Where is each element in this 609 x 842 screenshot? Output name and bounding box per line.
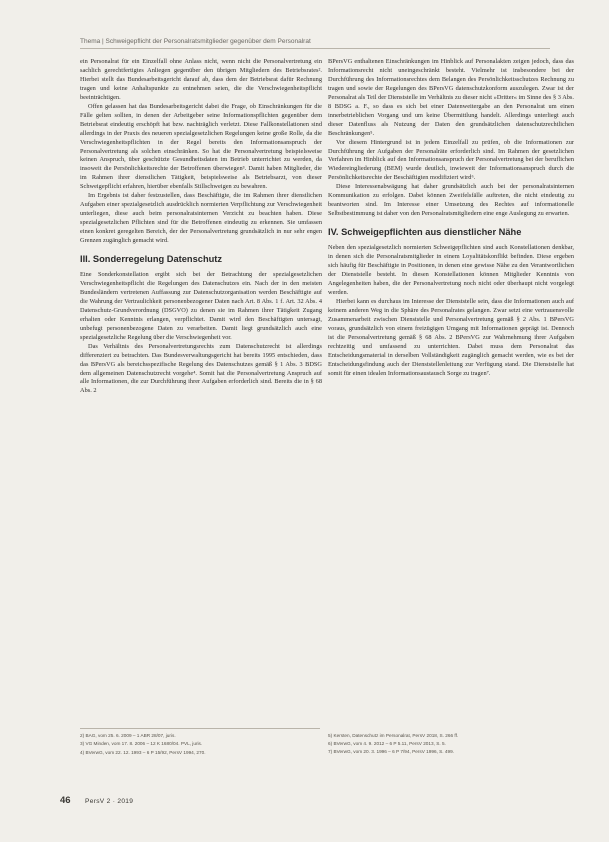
running-header: Thema | Schweigepflicht der Personalratsmitglieder gegenüber dem Personalrat bbox=[80, 38, 550, 49]
section-heading-datenschutz: III. Sonderregelung Datenschutz bbox=[80, 254, 223, 265]
paragraph: Offen gelassen hat das Bundesarbeitsgericht dabei die Frage, ob Einschränkungen für die Fälle gelten sollten, in denen der Arbeitgeber seine Informationspflichten gegenüber dem Betriebsrat eindeutig erschöpft hat bzw. nachträglich verletzt. Diese Fallkonstellationen sind allerdings in der Praxis des neueren spezialgesetzlichen Regelungen keine große Rolle, da die Verschwiegenheitspflichten in der Regel bereits den Informationsanspruch der Personalvertretung als solchen einschränken. So hat die Personalvertretung beispielsweise keinen Anspruch, über geschützte Gesundheitsdaten im Betrieb unterrichtet zu werden, da insoweit die Persönlichkeitsrechte der Betroffenen überwiegen³. Damit haben Mitglieder, die im Rahmen ihrer dienstlichen Tätigkeit, beispielsweise als Betriebsarzt, von dieser Schweigepflicht erfahren, hierüber ebenfalls Stillschweigen zu bewahren. bbox=[80, 102, 322, 191]
left-column bbox=[80, 58, 322, 396]
section-heading-schweigepflichten: IV. Schweigepflichten aus dienstlicher Nähe bbox=[328, 227, 522, 238]
footnote: 2) BAG, vom 25. 6. 2009 – 1 ABR 28/07, juris. bbox=[80, 733, 176, 738]
right-column bbox=[328, 58, 574, 378]
footnotes-left bbox=[80, 728, 320, 758]
footnote: 4) BVerwG, vom 22. 12. 1993 – 6 P 15/92, PersV 1994, 270. bbox=[80, 749, 206, 755]
paragraph: Vor diesem Hintergrund ist in jedem Einzelfall zu prüfen, ob die Informationen zur Durchführung der Aufgaben der Personalräte erforderlich sind. Im Rahmen der gesetzlichen Verfahren im Hinblick auf den Informationsanspruch der Personalvertretung bei der beruflichen Wiedereingliederung (BEM) wurde deutlich, inwieweit der Informationsanspruch durch die Persönlichkeitsrechte der Beschäftigten modifiziert wird⁶. bbox=[328, 138, 574, 182]
footnote: 3) VG Minden, vom 17. 8. 2006 – 12 K 1680/04. PVL, juris. bbox=[80, 741, 203, 747]
paragraph: BPersVG enthaltenen Einschränkungen im Hinblick auf Personalakten zeigen jedoch, dass das Informationsrecht nicht uneingeschränkt besteht. Vielmehr ist insbesondere bei der Durchführung des Informationsrechtes dem Belangen des Persönlichkeitsschutzes Rechnung zu tragen und sowie der Regelungen des BPersVG datenschutzkonform auszulegen. Zwar ist der Personalrat als Teil der Dienststelle im Verhältnis zu dieser nicht »Dritter« im Sinne des § 3 Abs. 8 BDSG a. F., so dass es sich bei einer Datenweitergabe an den Personalrat um einen innerbetrieblichen Vorgang und um keine Übermittlung handelt. Allerdings unterliegt auch dieser Datenfluss als Nutzung der Daten den grundsätzlichen datenschutzrechtlichen Beschränkungen⁵. bbox=[328, 58, 574, 137]
paragraph: Im Ergebnis ist daher festzustellen, dass Beschäftigte, die im Rahmen ihrer dienstlichen Aufgaben einer spezialgesetzlich ausdrücklich normierten Verpflichtung zur Verschwiegenheit unterliegen, diese auch beim personalratsinternen Verzicht zu beachten haben. Diese spezialgesetzlichen Pflichten sind für die Betroffenen eindeutig zu erkennen. Sie umfassen einen konkret geregelten Bereich, der der Personalvertretung grundsätzlich in nur sehr engen Grenzen zugänglich gemacht wird. bbox=[80, 192, 322, 245]
page-number: 46 bbox=[60, 795, 71, 806]
footnote: 6) BVerwG, vom 4. 9. 2012 – 6 P 5.11, PersV 2013, S. 5. bbox=[328, 740, 446, 746]
journal-name: PersV 2 · 2019 bbox=[85, 798, 134, 805]
footnote: 7) BVerwG, vom 20. 3. 1996 – 6 P 7/94, PersV 1996, S. 499. bbox=[328, 749, 455, 755]
paragraph: Diese Interessenabwägung hat daher grundsätzlich auch bei der personalratsinternen Kommunikation zu erfolgen. Dabei können Zweifelsfälle auftreten, die nicht eindeutig zu beantworten sind. Im Interesse einer Umsetzung des Rechtes auf informationelle Selbstbestimmung ist daher von den Personalratsmitgliedern eine enge Auslegung zu erwarten. bbox=[328, 183, 574, 218]
paragraph: Hierbei kann es durchaus im Interesse der Dienststelle sein, dass die Informationen auch auf keinem anderen Weg in die Sphäre des Personalrates gelangen. Zwar setzt eine vertrauensvolle Zusammenarbeit zwischen Dienststelle und Personalvertretung gemäß § 2 Abs. 1 BPersVG voraus, grundsätzlich von einem freizügigen Umgang mit Informationen geprägt ist. Dennoch ist die Personalvertretung gemäß § 68 Abs. 2 BPersVG zur Wahrnehmung ihrer Aufgaben rechtzeitig und umfassend zu unterrichten. Dabei muss dem Personalrat das Entscheidungsmaterial in derselben Vollständigkeit zugänglich gemacht werden, wie es bei der Entscheidungsfindung auch der Dienststellenleitung zur Verfügung stand. Die Dienststelle hat somit für einen idealen Informationsaustausch Sorge zu tragen⁷. bbox=[328, 297, 574, 377]
paragraph: Neben den spezialgesetzlich normierten Schweigepflichten sind auch Konstellationen denkbar, in denen sich die Personalratsmitglieder in einem Loyalitätskonflikt befinden. Diese ergeben sich häufig für Beschäftigte in Positionen, in denen eine gewisse Nähe zu den Verantwortlichen der Dienststelle besteht. In diesen Konstellationen können Mitglieder Kenntnis von Angelegenheiten haben, die der Personalvertretung noch nicht oder überhaupt nicht vorgelegt werden. bbox=[328, 244, 574, 296]
page-footer bbox=[60, 790, 133, 808]
footnote: 5) Kersten, Datenschutz im Personalrat, PersV 2018, S. 266 ff. bbox=[328, 732, 459, 738]
footnotes-right bbox=[328, 728, 574, 757]
paragraph: ein Personalrat für ein Einzelfall ohne Anlass nicht, wenn nicht die Personalvertretung ein sachlich gerechtfertigtes Anliegen gegenüber den übrigen Mitgliedern des Betriebsrates². Hierbei stellt das Bundesarbeitsgericht darauf ab, dass dem der Betriebsrat dafür Rechnung tragen und keine Anhaltspunkte zu entnehmen seien, die die Verschwiegenheitspflicht beeinträchtigen. bbox=[80, 58, 322, 101]
paragraph: Das Verhältnis des Personalvertretungsrechts zum Datenschutzrecht ist allerdings differenziert zu betrachten. Das Bundesverwaltungsgericht hat bereits 1995 entschieden, dass das BPersVG als bereichsspezifische Regelung des Datenschutzes gemäß § 1 Abs. 3 BDSG dem allgemeinen Datenschutzrecht vorgehe⁴. Somit hat die Personalvertretung Anspruch auf alle Informationen, die zur Durchführung ihrer Aufgaben erforderlich sind. Bereits die in § 68 Abs. 2 bbox=[80, 342, 322, 395]
paragraph: Eine Sonderkonstellation ergibt sich bei der Betrachtung der spezialgesetzlichen Verschwiegenheitspflicht die Regelungen des Datenschutzes ein. Nach der in den meisten Bundesländern vertretenen Auffassung zur Datenschutzorganisation werden Beschäftigte auf die Wahrung der Vertraulichkeit personenbezogener Daten nach Art. 8 Abs. 1 f. Art. 32 Abs. 4 Datenschutz-Grundverordnung (DSGVO) zu denen sie im Rahmen ihrer Tätigkeit Zugang erhalten oder Kenntnis erlangen, verpflichtet. Damit wird den Beschäftigten untersagt, unbefugt personenbezogene Daten zu verarbeiten. Damit liegt grundsätzlich auch eine spezialgesetzliche Regelung über die Verschwiegenheit vor. bbox=[80, 271, 322, 341]
